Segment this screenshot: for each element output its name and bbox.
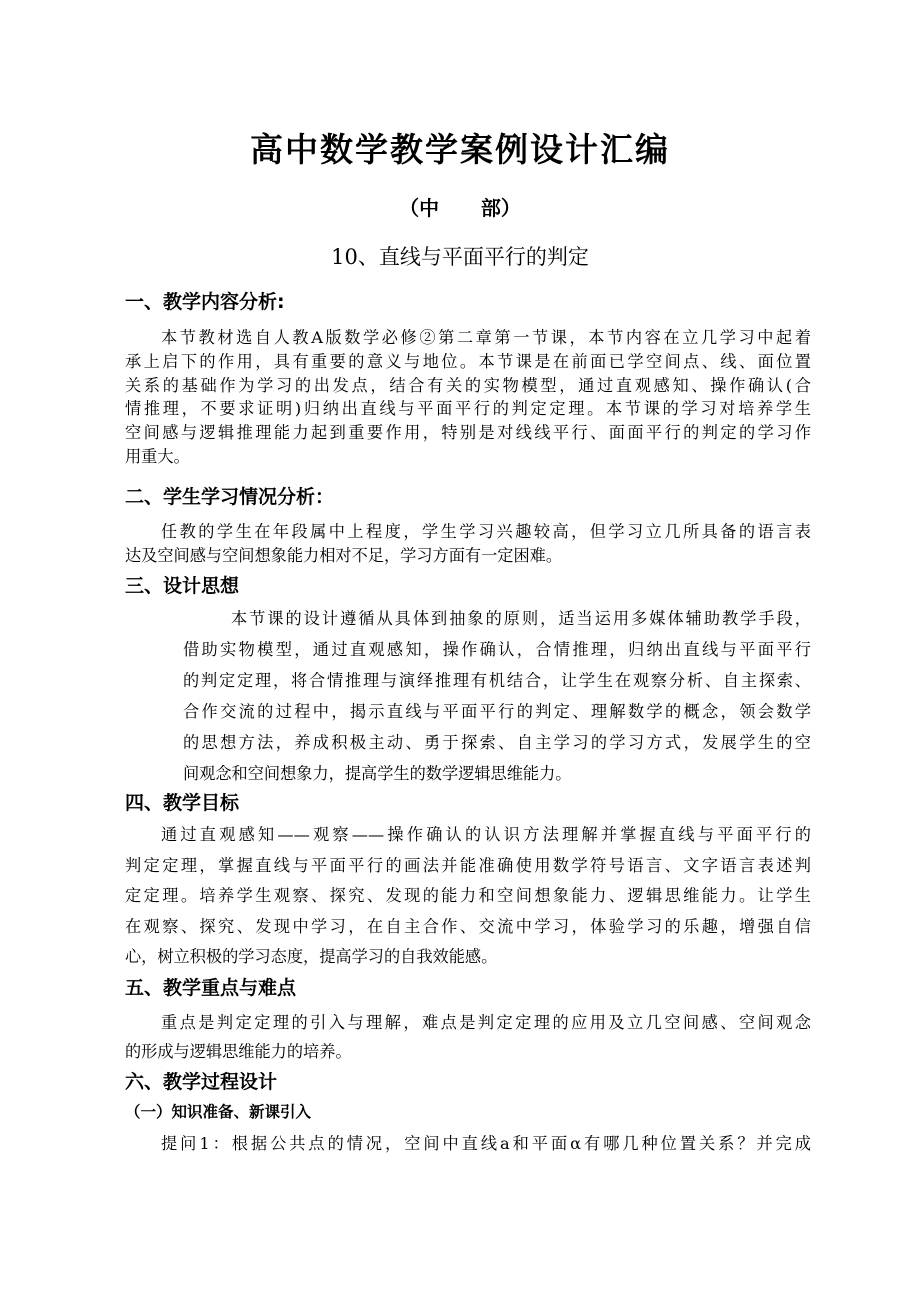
text-line: 本节课的设计遵循从具体到抽象的原则，适当运用多媒体辅助教学手段， <box>231 609 811 628</box>
section-body-teaching-process <box>125 1131 811 1157</box>
section-heading-teaching-goals: 四、教学目标 <box>125 792 240 814</box>
text-line: 判定定理，掌握直线与平面平行的画法并能准确使用数学符号语言、文字语言表述判 <box>125 855 811 875</box>
section-body-content-analysis <box>125 326 811 469</box>
text-line: 的形成与逻辑思维能力的培养。 <box>125 1042 352 1061</box>
lesson-title: 10、直线与平面平行的判定 <box>331 245 589 269</box>
section-body-key-points <box>125 1008 811 1066</box>
text-line: 在观察、探究、发现中学习，在自主合作、交流中学习，体验学习的乐趣，增强自信 <box>125 916 811 936</box>
text-line: 的判定定理，将合情推理与演绎推理有机结合，让学生在观察分析、自主探索、 <box>183 671 811 690</box>
document-title: 高中数学教学案例设计汇编 <box>250 130 670 169</box>
text-line: 达及空间感与空间想象能力相对不足，学习方面有一定困难。 <box>125 545 563 565</box>
section-heading-content-analysis: 一、教学内容分析: <box>125 291 285 313</box>
document-subtitle: （中 部） <box>399 196 521 220</box>
text-line: 承上启下的作用，具有重要的意义与地位。本节课是在前面已学空间点、线、面位置 <box>125 351 811 371</box>
section-body-student-analysis <box>125 520 811 568</box>
text-line: 用重大。 <box>125 446 190 466</box>
text-line: 定定理。培养学生观察、探究、发现的能力和空间想象能力、逻辑思维能力。让学生 <box>125 886 811 906</box>
text-line: 重点是判定定理的引入与理解，难点是判定定理的应用及立几空间感、空间观念 <box>161 1013 811 1032</box>
text-line: 本节教材选自人教A版数学必修②第二章第一节课，本节内容在立几学习中起着 <box>161 328 811 347</box>
subsection-heading-knowledge-prep: （一）知识准备、新课引入 <box>125 1103 312 1121</box>
text-line: 通过直观感知——观察——操作确认的认识方法理解并掌握直线与平面平行的 <box>161 825 811 844</box>
section-heading-teaching-process: 六、教学过程设计 <box>125 1071 278 1093</box>
section-heading-design-idea: 三、设计思想 <box>125 575 240 597</box>
text-line: 空间感与逻辑推理能力起到重要作用，特别是对线线平行、面面平行的判定的学习作 <box>125 423 811 443</box>
text-line: 间观念和空间想象力，提高学生的数学逻辑思维能力。 <box>183 764 572 783</box>
text-line: 合作交流的过程中，揭示直线与平面平行的判定、理解数学的概念，领会数学 <box>183 702 811 721</box>
section-heading-student-analysis: 二、学生学习情况分析： <box>125 486 335 508</box>
text-line: 提问1：根据公共点的情况，空间中直线a和平面α有哪几种位置关系？并完成 <box>161 1134 811 1153</box>
section-body-design-idea <box>183 603 811 789</box>
text-line: 关系的基础作为学习的出发点，结合有关的实物模型，通过直观感知、操作确认(合 <box>125 375 811 395</box>
section-heading-key-points: 五、教学重点与难点 <box>125 977 297 999</box>
text-line: 情推理，不要求证明)归纳出直线与平面平行的判定定理。本节课的学习对培养学生 <box>125 399 811 419</box>
text-line: 心，树立积极的学习态度，提高学习的自我效能感。 <box>125 947 498 967</box>
section-body-teaching-goals <box>125 820 811 973</box>
text-line: 任教的学生在年段属中上程度，学生学习兴趣较高，但学习立几所具备的语言表 <box>161 522 811 541</box>
text-line: 的思想方法，养成积极主动、勇于探索、自主学习的学习方式，发展学生的空 <box>183 733 811 752</box>
text-line: 借助实物模型，通过直观感知，操作确认，合情推理，归纳出直线与平面平行 <box>183 640 811 659</box>
